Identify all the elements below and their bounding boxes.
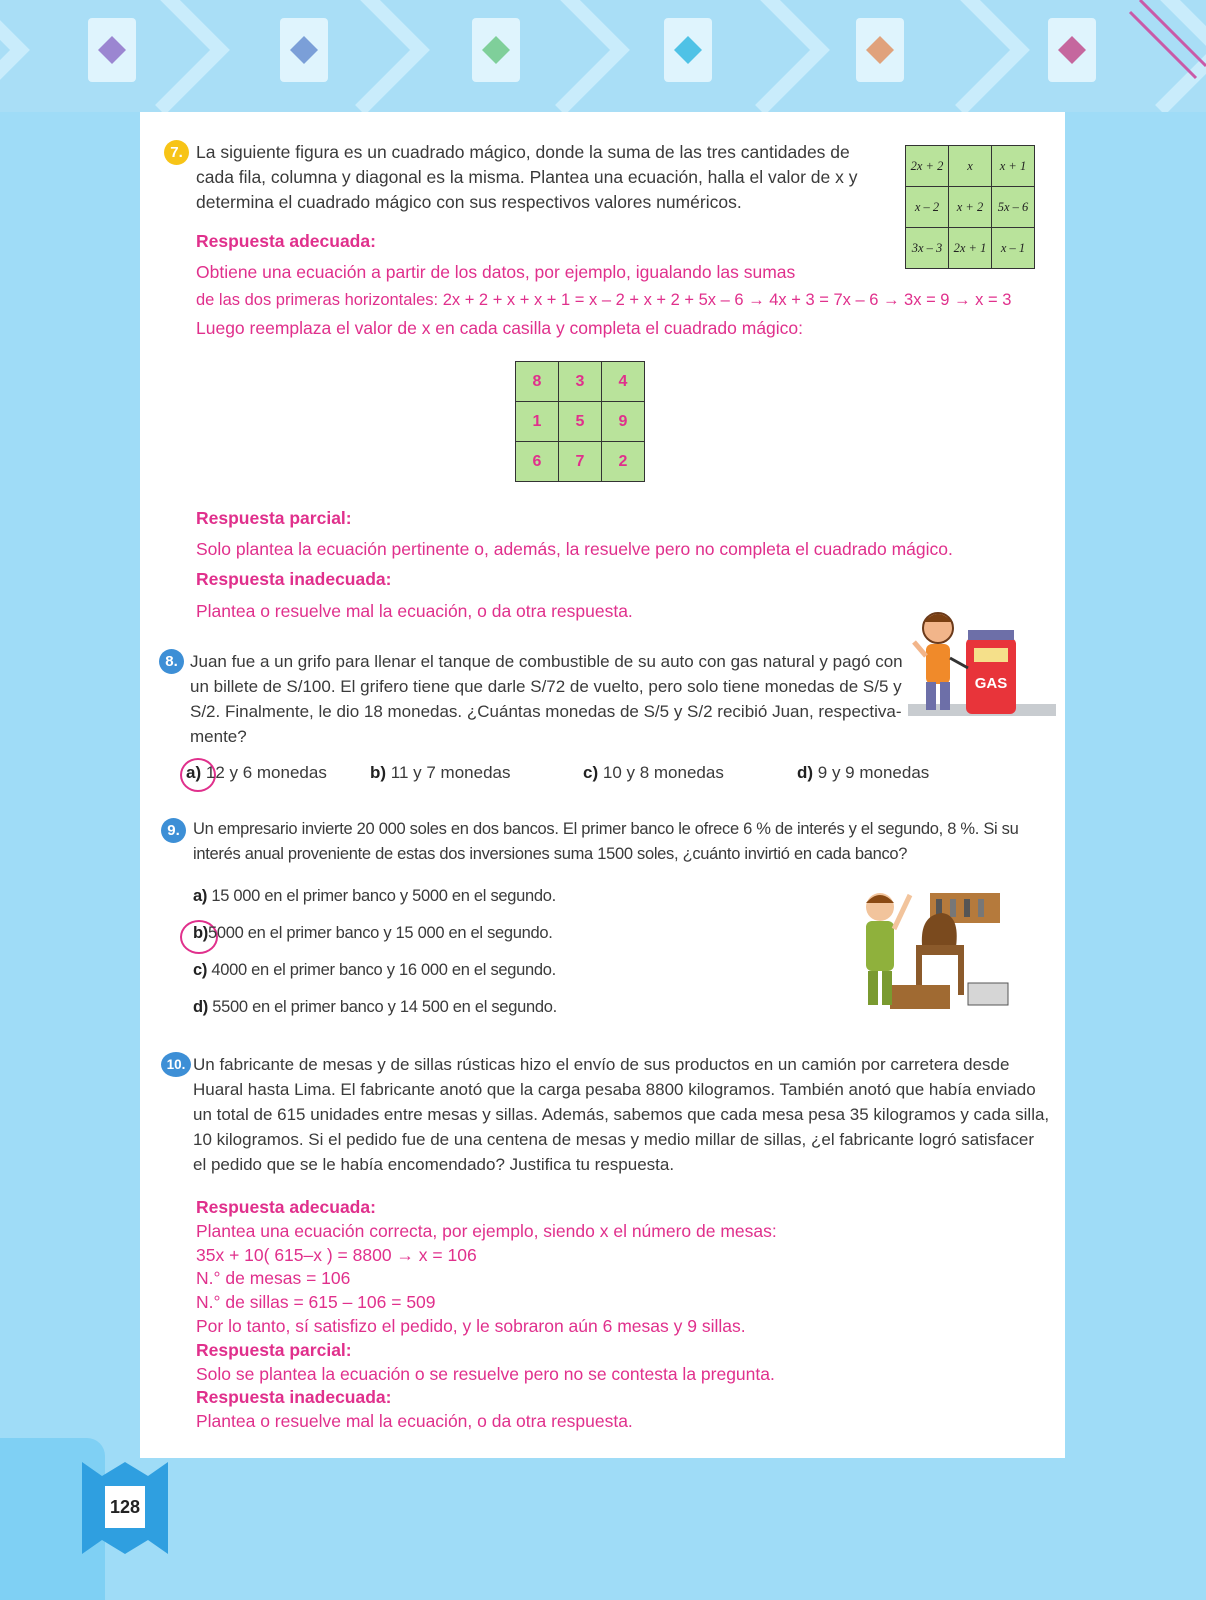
square-value: 7 [559,442,602,482]
square-cell: x [949,146,992,187]
square-cell: 3x – 3 [906,228,949,269]
q7-partial-label: Respuesta parcial: [196,508,352,528]
q9-option-c[interactable]: c) 4000 en el primer banco y 16 000 en el segundo. [193,961,556,979]
q10-inadequate-text: Plantea o resuelve mal la ecuación, o da otra respuesta. [196,1411,633,1432]
q8-option-b[interactable]: b) 11 y 7 monedas [370,763,511,782]
square-value: 4 [602,362,645,402]
q8-option-c[interactable]: c) 10 y 8 monedas [583,763,724,782]
square-value: 3 [559,362,602,402]
square-cell: 2x + 2 [906,146,949,187]
q10-inadequate-label: Respuesta inadecuada: [196,1387,392,1408]
q10-partial-label: Respuesta parcial: [196,1339,352,1360]
q9-option-d[interactable]: d) 5500 en el primer banco y 14 500 en el segundo. [193,998,557,1016]
question-10-text: Un fabricante de mesas y de sillas rústicas hizo el envío de sus productos en un camión por carretera desde Huaral hasta Lima. El fabricante anotó que la carga pesaba 8800 kilogramos. También anotó que había enviado un total de 615 unidades entre mesas y sillas. Además, sabemos que cada mesa pesa 35 kilogramos y cada silla, 10 kilogramos. Si el pedido fue de una centena de mesas y medio millar de sillas, ¿el fabricante logró satisfacer el pedido que se le había encomendado? Justifica tu respuesta. [193,1055,1050,1174]
q7-inadequate-text: Plantea o resuelve mal la ecuación, o da otra respuesta. [196,601,633,621]
square-cell: 5x – 6 [992,187,1035,228]
q9-option-b[interactable]: b)5000 en el primer banco y 15 000 en el segundo. [193,924,553,942]
gas-station-illustration [908,608,1058,732]
magic-square-expressions [905,145,1035,269]
carpenter-illustration [850,885,1025,1013]
question-7-text: La siguiente figura es un cuadrado mágico, donde la suma de las tres cantidades de cada fila, columna y diagonal es la misma. Plantea una ecuación, halla el valor de x y determina el cuadrado mágico con sus respectivos valores numéricos. [196,142,858,212]
q8-option-a[interactable]: a) 12 y 6 monedas [186,763,327,782]
decorative-banner [0,0,1206,112]
q10-answers: Respuesta adecuada: Plantea una ecuación correcta, por ejemplo, siendo x el número de mesas: 35x + 10( 615–x ) = 8800 → x = 106 N.° de mesas = 106 N.° de sillas = 615 – 106 = 509 Por lo tanto, sí satisfizo el pedido, y le sobraron aún 6 mesas y 9 sillas. Respuesta parcial: Solo se plantea la ecuación o se resuelve pero no se contesta la pregunta. Respuesta inadecuada: Plantea o resuelve mal la ecuación, o da otra respuesta. [196,1196,1056,1434]
question-number-9: 9. [161,818,186,843]
square-cell: x + 1 [992,146,1035,187]
question-number-8: 8. [159,649,184,674]
square-value: 8 [516,362,559,402]
magic-square-values [515,361,645,482]
page-number: 128 [105,1486,145,1528]
square-cell: x – 1 [992,228,1035,269]
square-value: 9 [602,402,645,442]
q7-adequate-label: Respuesta adecuada: [196,231,376,251]
square-cell: 2x + 1 [949,228,992,269]
question-number-7: 7. [164,140,189,165]
pump-label: GAS [974,675,1008,692]
q7-inadequate-label: Respuesta inadecuada: [196,569,392,589]
square-value: 1 [516,402,559,442]
q7-adequate-text: Obtiene una ecuación a partir de los datos, por ejemplo, igualando las sumas de las dos primeras horizontales: 2x + 2 + x + x + 1 = x – 2 + x + 2 + 5x – 6 → 4x + 3 = 7x – 6 → 3x = 9 → x = 3 Luego reemplaza el valor de x en cada casilla y completa el cuadrado mágico: [196,262,1012,338]
square-cell: x + 2 [949,187,992,228]
q10-adequate-label: Respuesta adecuada: [196,1197,376,1217]
question-8-text: Juan fue a un grifo para llenar el tanque de combustible de su auto con gas natural y pagó con un billete de S/100. El grifero tiene que darle S/72 de vuelto, pero solo tiene monedas de S/5 y S/2. Finalmente, le dio 18 monedas. ¿Cuántas monedas de S/5 y S/2 recibió Juan, respectiva- mente? [190,652,903,746]
q7-partial-text: Solo plantea la ecuación pertinente o, además, la resuelve pero no completa el cuadrado mágico. [196,539,953,559]
banner-pattern [0,0,1206,112]
square-value: 5 [559,402,602,442]
square-value: 6 [516,442,559,482]
question-number-10: 10. [161,1052,191,1077]
q10-partial-text: Solo se plantea la ecuación o se resuelve pero no se contesta la pregunta. [196,1363,775,1384]
question-9-text: Un empresario invierte 20 000 soles en dos bancos. El primer banco le ofrece 6 % de interés y el segundo, 8 %. Si su interés anual proveniente de estas dos inversiones suma 1500 soles, ¿cuánto invirtió en cada banco? [193,820,1019,863]
q8-option-d[interactable]: d) 9 y 9 monedas [797,763,930,782]
square-cell: x – 2 [906,187,949,228]
q9-option-a[interactable]: a) 15 000 en el primer banco y 5000 en el segundo. [193,887,556,905]
square-value: 2 [602,442,645,482]
